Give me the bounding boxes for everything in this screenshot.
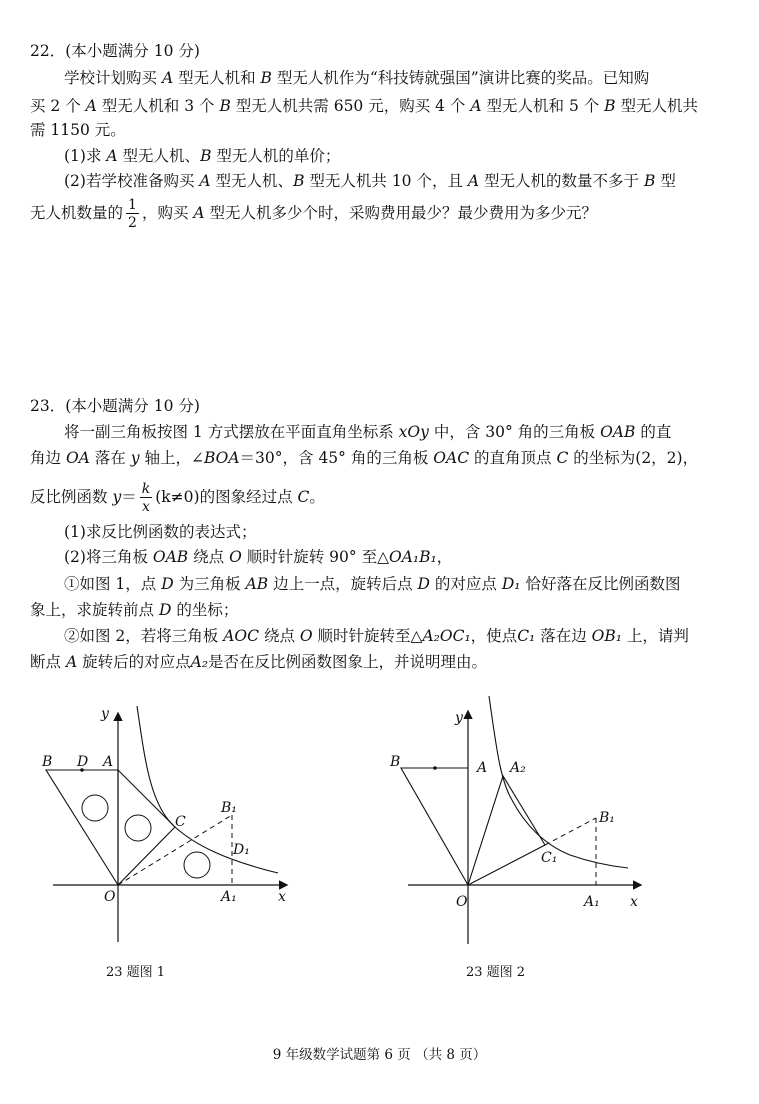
q22-score-note: (本小题满分 10 分)	[65, 42, 200, 60]
label-y: y	[101, 706, 109, 722]
q22-part2-line1: (2)若学校准备购买 A 型无人机、B 型无人机共 10 个，且 A 型无人机的数量不多于 B 型	[64, 172, 676, 190]
label-B: B	[390, 754, 401, 770]
q23-header	[30, 396, 200, 416]
label-D1: D₁	[233, 842, 250, 858]
q23-score-note: (本小题满分 10 分)	[65, 397, 200, 415]
q23-sub2-line1: ②如图 2，若将三角板 AOC 绕点 O 顺时针旋转至△A₂OC₁，使点C₁ 落在边 OB₁ 上，请判	[64, 627, 689, 645]
figure-2-caption: 23 题图 2	[466, 965, 526, 980]
point-D	[433, 766, 437, 770]
q23-stem-line2: 角边 OA 落在 y 轴上，∠BOA＝30°，含 45° 角的三角板 OAC 的直角顶点 C 的坐标为(2，2)，	[30, 449, 699, 467]
label-C: C	[175, 814, 186, 830]
triangle-OAB	[401, 768, 468, 885]
q22-part2-line2: 无人机数量的 $\frac{1}{2}$ ，购买 A 型无人机多少个时，采购费用最少？最少费用为多少元？	[30, 197, 598, 231]
q23-number: 23．	[30, 397, 66, 415]
q23-part2: (2)将三角板 OAB 绕点 O 顺时针旋转 90° 至△OA₁B₁，	[64, 548, 453, 566]
fraction-one-half: $\frac{1}{2}$	[128, 197, 137, 231]
q23-stem-line3: 反比例函数 y＝ $\frac{k}{x}$ (k≠0)的图象经过点 C。	[30, 481, 325, 515]
triangle-OAB	[46, 770, 118, 885]
label-x: x	[630, 894, 638, 910]
board-hole	[82, 795, 108, 821]
label-x: x	[278, 889, 286, 905]
q23-sub2-line2: 断点 A 旋转后的对应点A₂是否在反比例函数图象上，并说明理由。	[30, 653, 488, 671]
label-A1: A₁	[584, 894, 600, 910]
label-A: A	[103, 754, 114, 770]
label-C1: C₁	[541, 850, 558, 866]
label-y: y	[455, 710, 463, 726]
q23-stem-line1: 将一副三角板按图 1 方式摆放在平面直角坐标系 xOy 中，含 30° 角的三角板 OAB 的直	[64, 423, 672, 441]
label-A: A	[477, 760, 488, 776]
label-A2: A₂	[510, 760, 526, 776]
fraction-k-over-x: $\frac{k}{x}$	[141, 481, 151, 515]
label-B: B	[42, 754, 53, 770]
label-O: O	[456, 894, 468, 910]
hyperbola-curve	[489, 696, 628, 868]
label-D: D	[77, 754, 89, 770]
q23-part1: (1)求反比例函数的表达式；	[64, 523, 257, 541]
board-hole	[184, 852, 210, 878]
label-A1: A₁	[221, 889, 237, 905]
q22-stem-line3: 需 1150 元。	[30, 121, 126, 139]
label-O: O	[104, 889, 116, 905]
figure-2	[380, 690, 759, 960]
q23-sub1-line2: 象上，求旋转前点 D 的坐标；	[30, 601, 239, 619]
label-B1: B₁	[599, 810, 615, 826]
label-B1: B₁	[221, 800, 237, 816]
q22-number: 22．	[30, 42, 66, 60]
triangle-OAC	[118, 770, 175, 885]
q22-part1: (1)求 A 型无人机、B 型无人机的单价；	[64, 147, 341, 165]
q23-sub1-line1: ①如图 1，点 D 为三角板 AB 边上一点，旋转后点 D 的对应点 D₁ 恰好落在反比例函数图	[64, 575, 681, 593]
q22-stem-line2: 买 2 个 A 型无人机和 3 个 B 型无人机共需 650 元，购买 4 个 A 型无人机和 5 个 B 型无人机共	[30, 97, 699, 115]
page-footer: 9 年级数学试题第 6 页 （共 8 页）	[272, 1047, 487, 1063]
board-hole	[125, 815, 151, 841]
q22-header	[30, 41, 200, 61]
dashed-OB1	[545, 818, 596, 845]
hyperbola-curve	[137, 706, 278, 873]
figure-1	[0, 690, 380, 960]
q22-stem-line1: 学校计划购买 A 型无人机和 B 型无人机作为“科技铸就强国”演讲比赛的奖品。已知购	[64, 69, 650, 87]
figure-1-caption: 23 题图 1	[106, 965, 166, 980]
